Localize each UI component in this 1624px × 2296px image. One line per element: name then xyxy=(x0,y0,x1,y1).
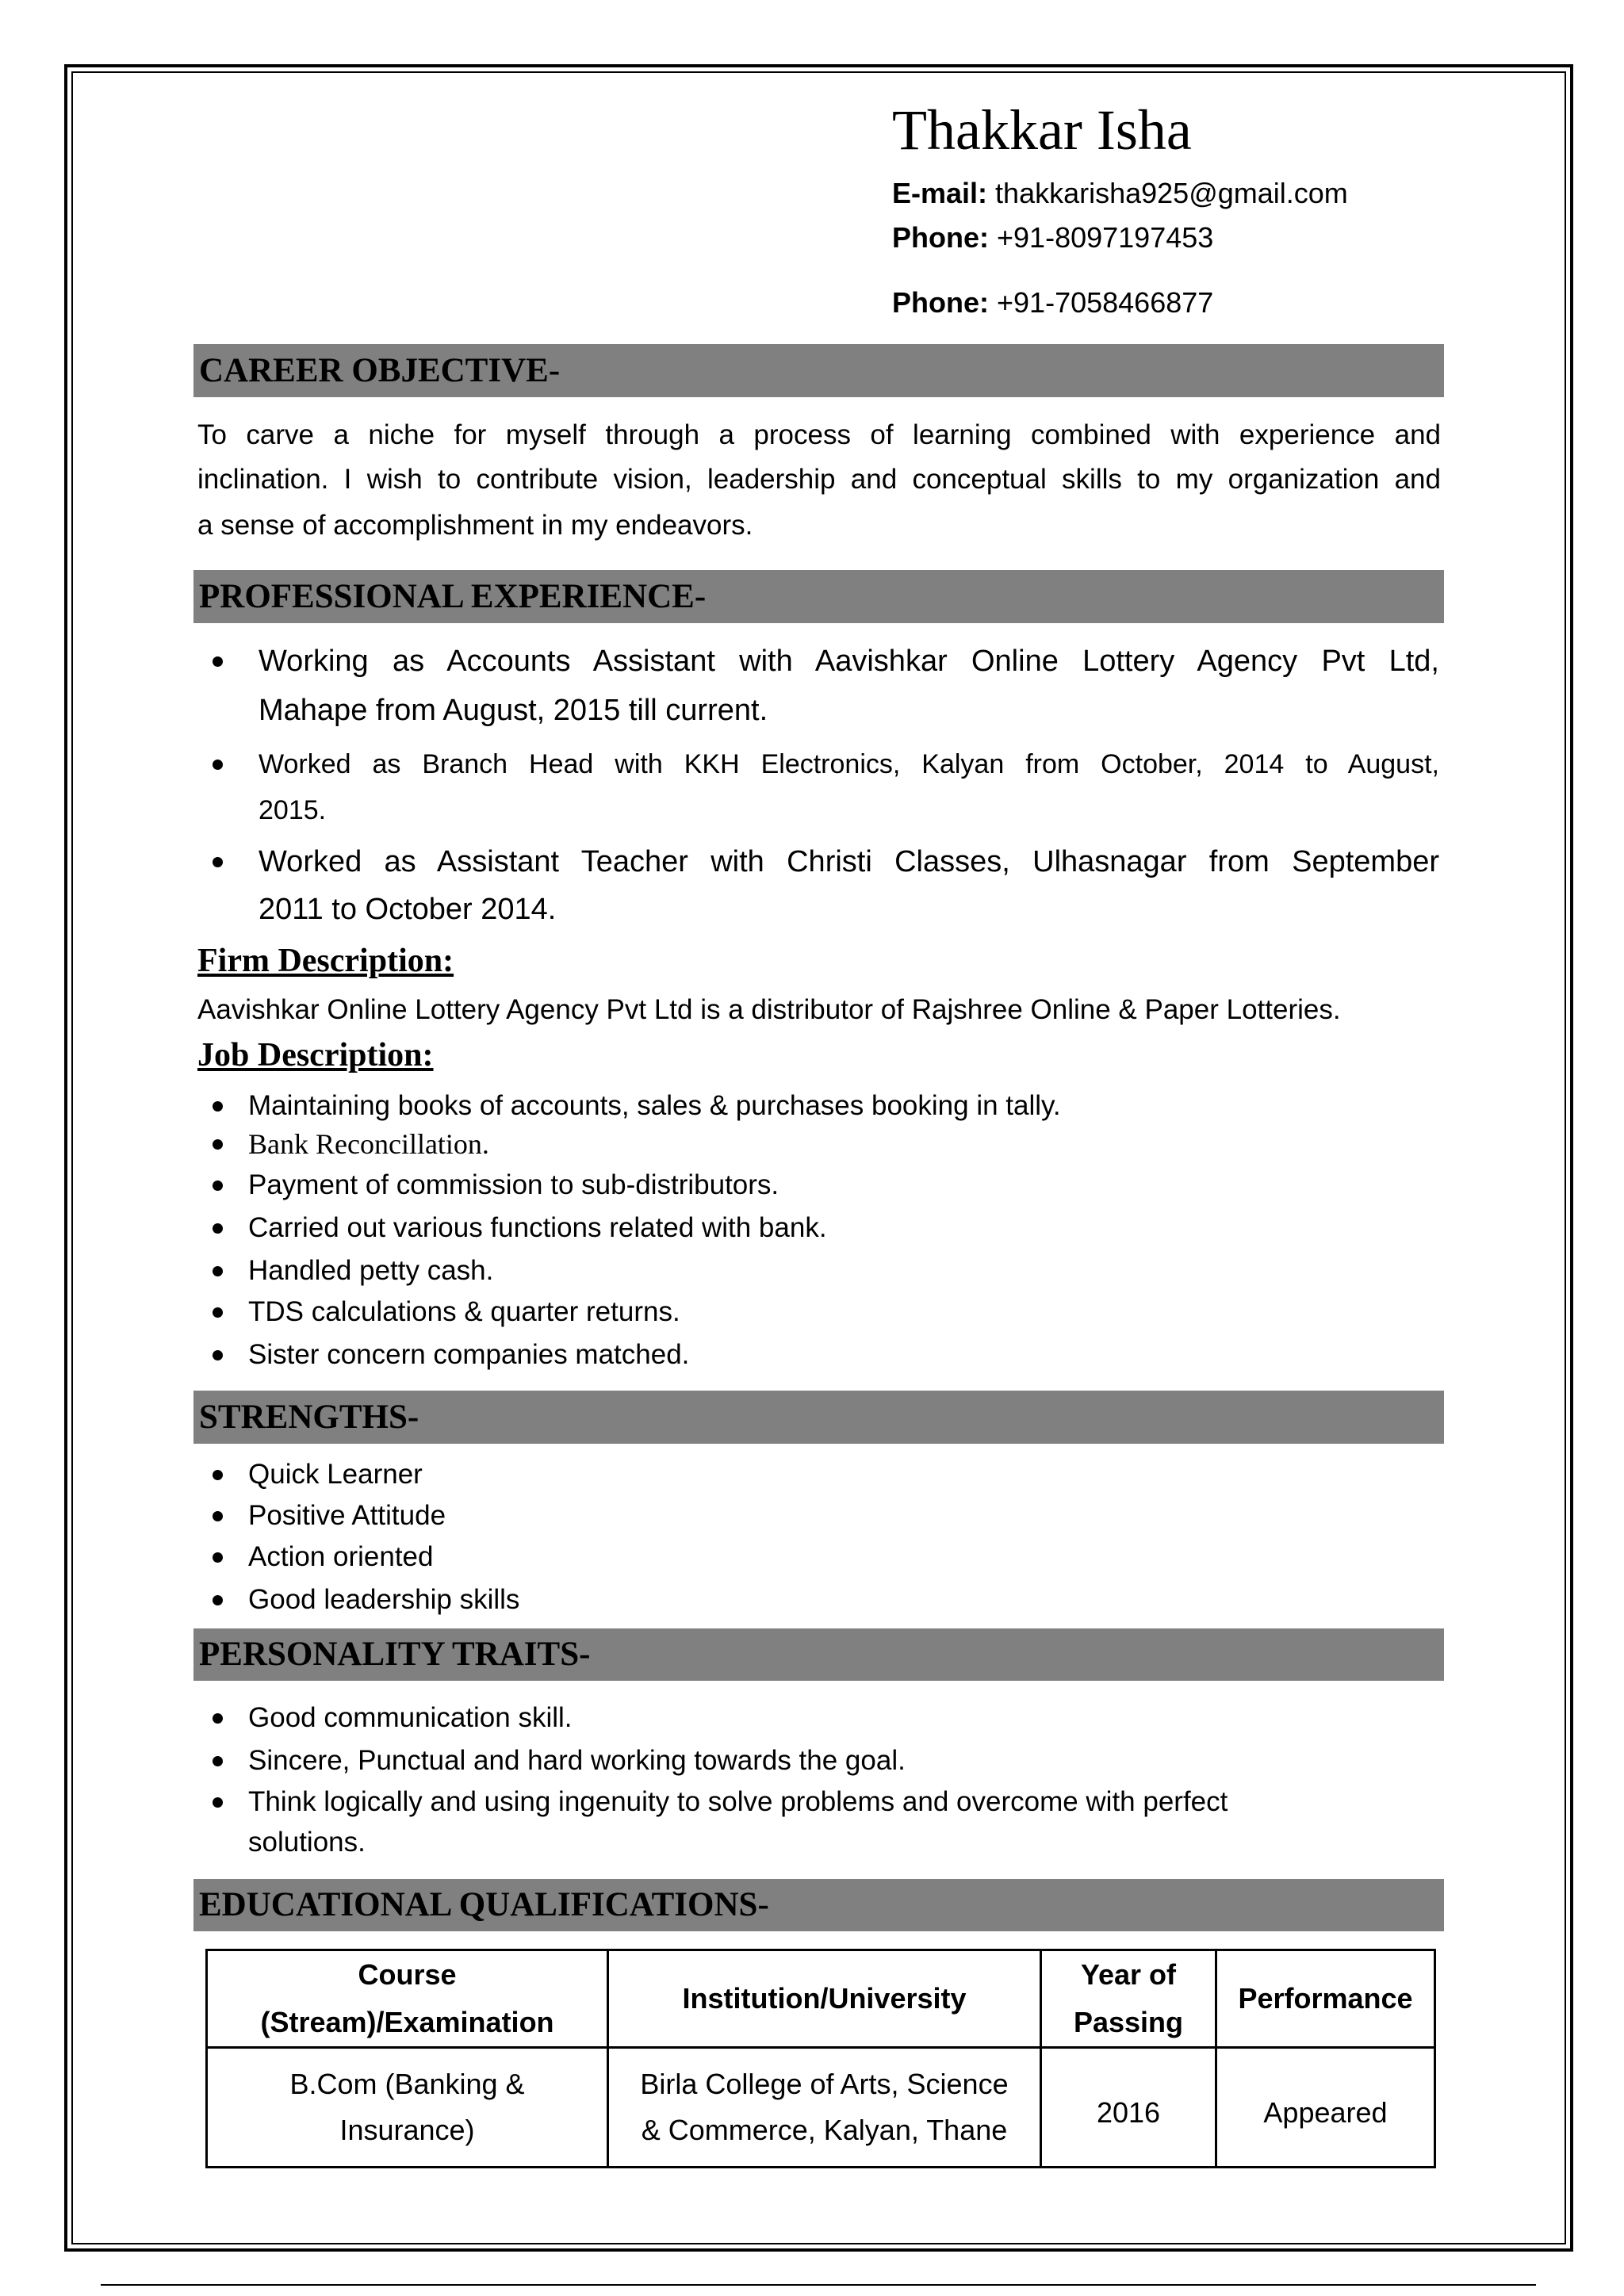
bullet-icon xyxy=(213,1223,223,1234)
table-header-cell xyxy=(207,1950,608,2048)
section-header-educational-qualifications xyxy=(193,1879,1444,1931)
cell-line: Institution/University xyxy=(682,1982,967,2015)
job-description-item: Handled petty cash. xyxy=(248,1255,494,1286)
bullet-icon xyxy=(213,1266,223,1276)
strength-item: Positive Attitude xyxy=(248,1500,446,1531)
cell-line: Insurance) xyxy=(339,2114,475,2146)
email-label: E-mail: xyxy=(892,177,988,209)
bullet-icon xyxy=(213,1307,223,1318)
personality-item: Think logically and using ingenuity to solve problems and overcome with perfect xyxy=(248,1786,1228,1817)
bullet-icon xyxy=(213,1470,223,1480)
table-header-cell xyxy=(1216,1950,1435,2048)
section-title: STRENGTHS- xyxy=(199,1399,419,1436)
job-description-item: Bank Reconcillation. xyxy=(248,1128,489,1160)
table-cell xyxy=(207,2048,608,2168)
table-cell xyxy=(608,2048,1041,2168)
bullet-icon xyxy=(213,1350,223,1360)
bullet-icon xyxy=(213,1511,223,1521)
strength-item: Good leadership skills xyxy=(248,1584,520,1615)
job-description-item: Payment of commission to sub-distributors. xyxy=(248,1169,779,1200)
personality-item: Sincere, Punctual and hard working towards the goal. xyxy=(248,1745,906,1776)
bullet-icon xyxy=(213,1101,223,1112)
cell-line: Year of xyxy=(1080,1958,1177,1991)
footer-rule xyxy=(101,2284,1536,2286)
cell-line: Passing xyxy=(1073,2006,1184,2038)
cell-line: B.Com (Banking & xyxy=(289,2068,525,2100)
education-table xyxy=(205,1949,1436,2168)
cell-line: & Commerce, Kalyan, Thane xyxy=(641,2114,1008,2146)
experience-item-line: Worked as Assistant Teacher with Christi Classes, Ulhasnagar from September xyxy=(259,845,1439,878)
experience-item-line: Working as Accounts Assistant with Aavishkar Online Lottery Agency Pvt Ltd, xyxy=(259,645,1439,678)
personality-item: solutions. xyxy=(248,1827,366,1858)
bullet-icon xyxy=(213,1713,223,1724)
experience-item-line: 2011 to October 2014. xyxy=(259,893,557,926)
strength-item: Quick Learner xyxy=(248,1459,423,1490)
section-header-personality-traits xyxy=(193,1628,1444,1681)
phone-value: +91-7058466877 xyxy=(997,286,1214,319)
bullet-icon xyxy=(213,760,223,770)
phone-line xyxy=(892,285,1213,320)
table-row xyxy=(207,2048,1435,2168)
strength-item: Action oriented xyxy=(248,1541,434,1572)
phone-value: +91-8097197453 xyxy=(997,221,1214,254)
job-description-heading: Job Description: xyxy=(197,1037,434,1073)
personality-item: Good communication skill. xyxy=(248,1702,573,1733)
bullet-icon xyxy=(213,1595,223,1605)
job-description-item: Maintaining books of accounts, sales & purchases booking in tally. xyxy=(248,1090,1061,1121)
cell-line: Appeared xyxy=(1263,2096,1388,2129)
section-header-strengths xyxy=(193,1391,1444,1444)
firm-description-text: Aavishkar Online Lottery Agency Pvt Ltd is a distributor of Rajshree Online & Paper Lotteries. xyxy=(197,994,1341,1025)
bullet-icon xyxy=(213,1139,223,1150)
cell-line: Course xyxy=(358,1958,457,1991)
bullet-icon xyxy=(213,1756,223,1766)
cell-line: (Stream)/Examination xyxy=(260,2006,554,2038)
experience-item-line: Worked as Branch Head with KKH Electronics, Kalyan from October, 2014 to August, xyxy=(259,749,1439,779)
phone-line xyxy=(892,220,1213,255)
job-description-item: TDS calculations & quarter returns. xyxy=(248,1296,680,1327)
phone-label: Phone: xyxy=(892,286,989,319)
firm-description-heading: Firm Description: xyxy=(197,943,454,979)
table-header-row xyxy=(207,1950,1435,2048)
experience-item-line: Mahape from August, 2015 till current. xyxy=(259,694,768,727)
section-title: PROFESSIONAL EXPERIENCE- xyxy=(199,578,707,615)
section-header-professional-experience xyxy=(193,570,1444,623)
table-header-cell xyxy=(1041,1950,1216,2048)
email-value: thakkarisha925@gmail.com xyxy=(995,177,1348,209)
cell-line: Performance xyxy=(1238,1982,1413,2015)
job-description-item: Carried out various functions related with bank. xyxy=(248,1212,827,1243)
objective-line: a sense of accomplishment in my endeavors. xyxy=(197,510,753,541)
job-description-item: Sister concern companies matched. xyxy=(248,1339,690,1370)
bullet-icon xyxy=(213,656,223,667)
phone-label: Phone: xyxy=(892,221,989,254)
table-cell xyxy=(1216,2048,1435,2168)
table-cell xyxy=(1041,2048,1216,2168)
section-header-career-objective xyxy=(193,344,1444,397)
bullet-icon xyxy=(213,857,223,867)
bullet-icon xyxy=(213,1552,223,1563)
section-title: PERSONALITY TRAITS- xyxy=(199,1636,591,1673)
email-line xyxy=(892,176,1348,211)
table-header-cell xyxy=(608,1950,1041,2048)
section-title: EDUCATIONAL QUALIFICATIONS- xyxy=(199,1886,769,1923)
experience-item-line: 2015. xyxy=(259,795,327,825)
cell-line: 2016 xyxy=(1096,2096,1161,2129)
section-title: CAREER OBJECTIVE- xyxy=(199,352,561,389)
bullet-icon xyxy=(213,1181,223,1191)
cell-line: Birla College of Arts, Science xyxy=(640,2068,1009,2100)
objective-line: inclination. I wish to contribute vision, leadership and conceptual skills to my organization and xyxy=(197,464,1441,495)
bullet-icon xyxy=(213,1797,223,1808)
candidate-name: Thakkar Isha xyxy=(892,98,1192,162)
objective-line: To carve a niche for myself through a process of learning combined with experience and xyxy=(197,419,1441,450)
